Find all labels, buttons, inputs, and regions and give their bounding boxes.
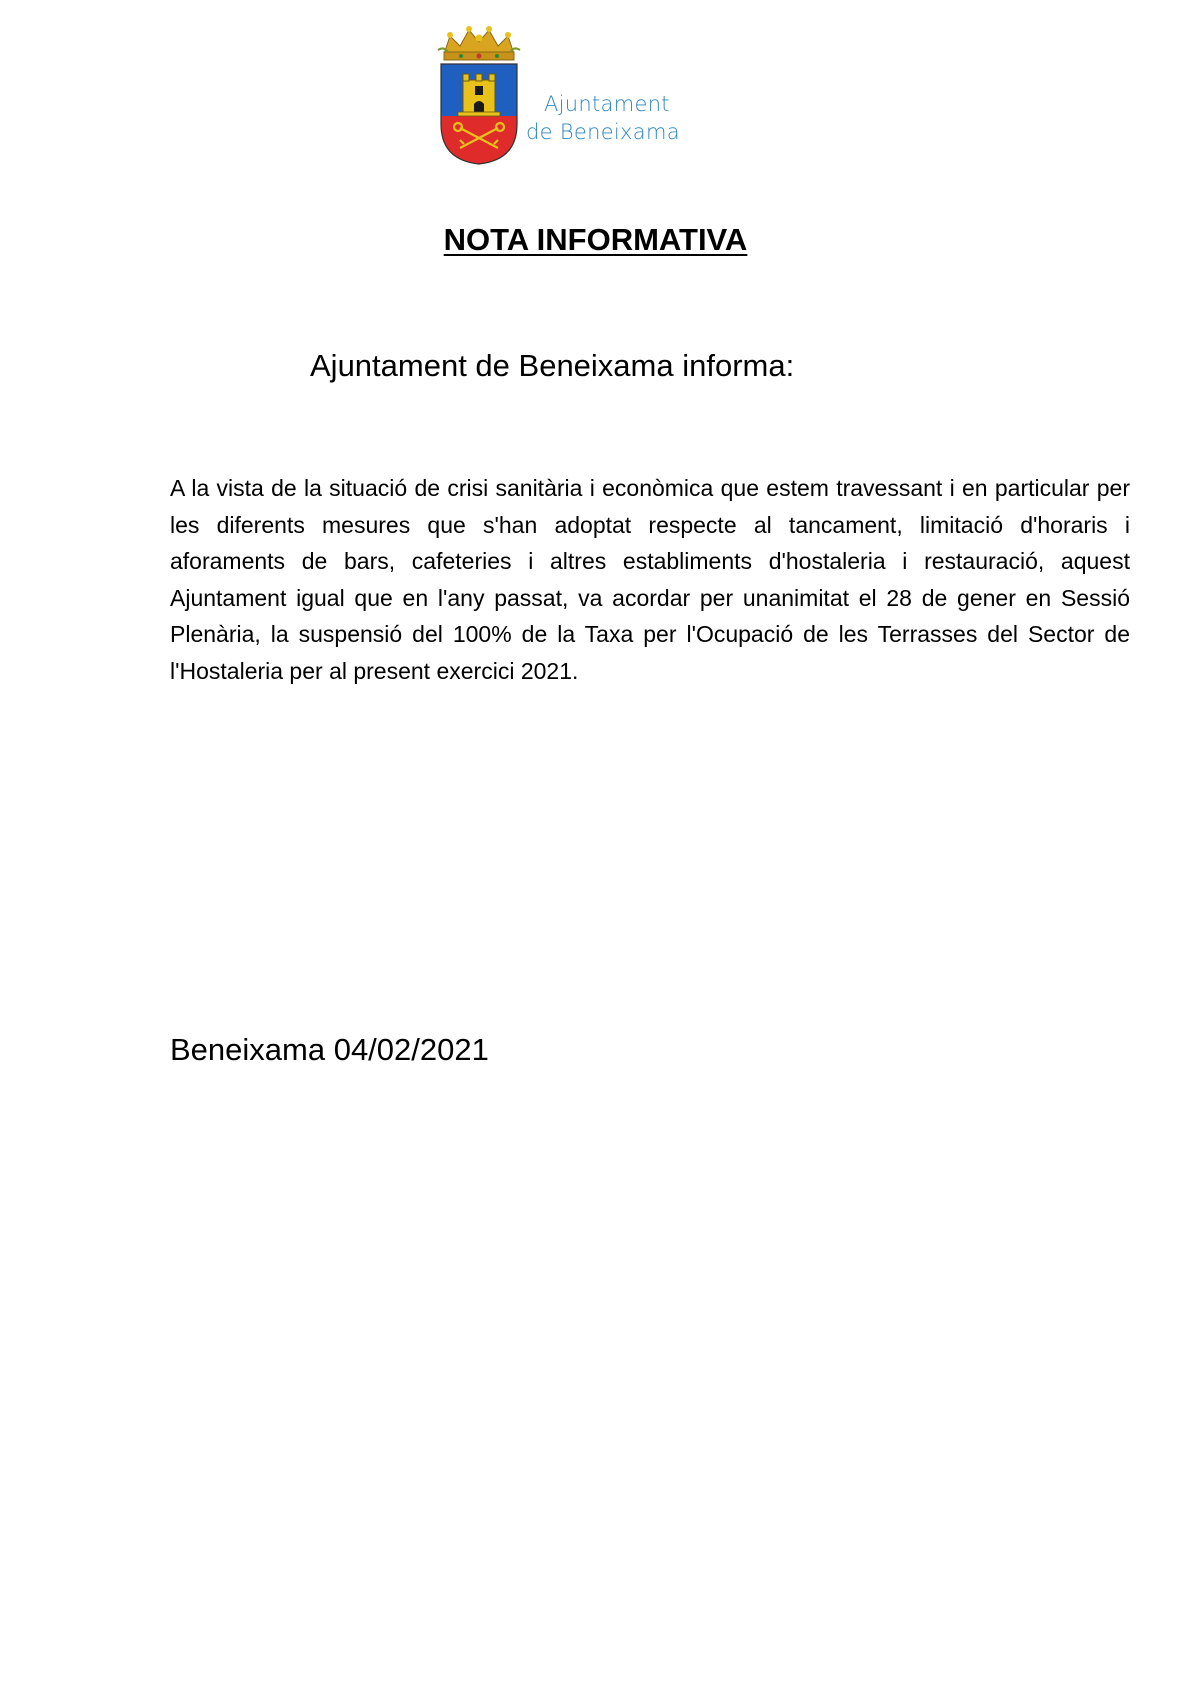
- tower-icon: [458, 74, 500, 116]
- logo-line-1: Ajuntament: [544, 92, 670, 116]
- municipal-logo: [436, 24, 756, 166]
- coat-of-arms-icon: [436, 24, 522, 166]
- document-body: A la vista de la situació de crisi sanitària i econòmica que estem travessant i en particular per les diferents mesures que s'han adoptat respecte al tancament, limitació d'horaris i aforaments de bars, cafeteries i altres establiments d'hostaleria i restauració, aquest Ajuntament igual que en l'any passat, va acordar per unanimitat el 28 de gener en Sessió Plenària, la suspensió del 100% de la Taxa per l'Ocupació de les Terrasses del Sector de l'Hostaleria per al present exercici 2021.: [170, 475, 1130, 684]
- document-title-text: NOTA INFORMATIVA: [443, 222, 748, 257]
- document-subtitle: Ajuntament de Beneixama informa:: [310, 348, 795, 383]
- logo-line-2: de Beneixama: [526, 120, 680, 144]
- crown-icon: [438, 26, 520, 60]
- logo-wordmark: [526, 90, 680, 146]
- document-title: [0, 220, 1191, 260]
- shield-icon: [441, 64, 517, 164]
- document-date: Beneixama 04/02/2021: [170, 1032, 489, 1067]
